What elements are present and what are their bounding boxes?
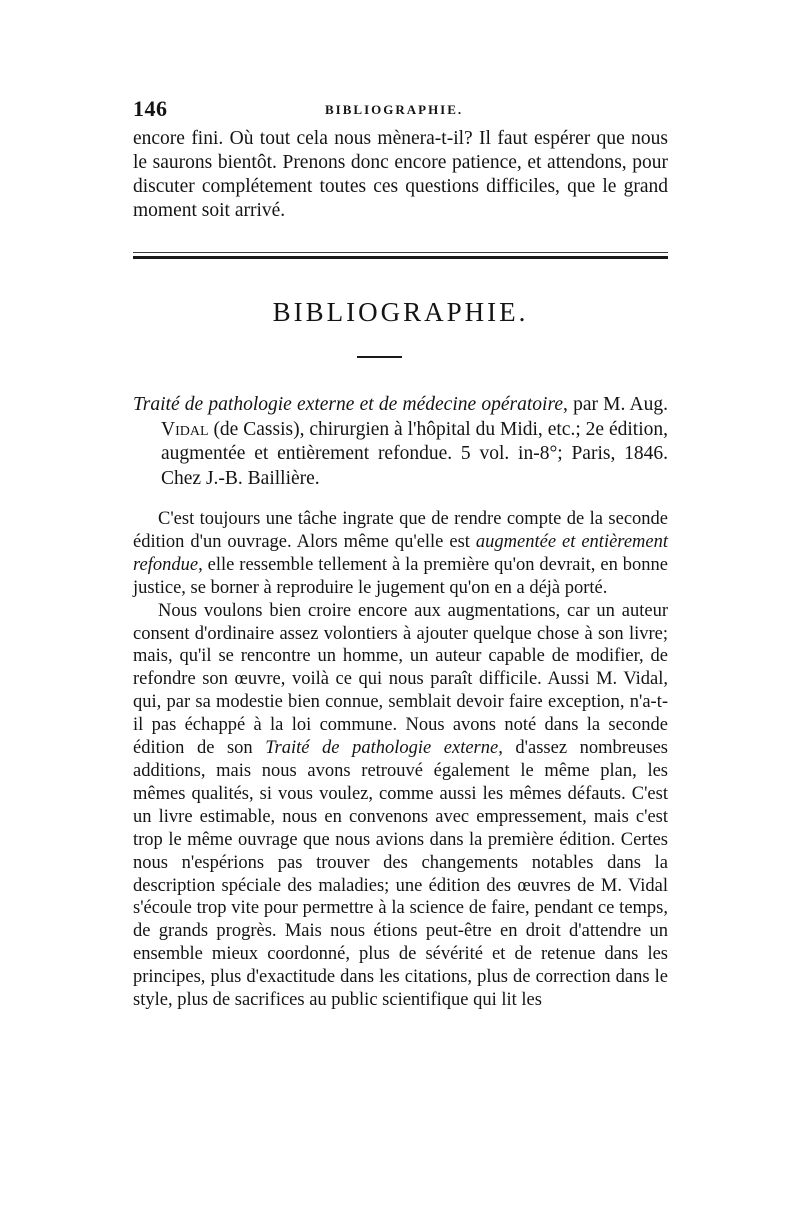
running-title: BIBLIOGRAPHIE. [325, 102, 464, 117]
book-details: (de Cassis), chirurgien à l'hôpital du Midi, etc.; 2e édition, augmentée et entièrement refondue. 5 vol. in-8°; Paris, 1846. Chez J.-B. Baillière. [161, 418, 668, 489]
paragraph-text: C'est toujours une tâche ingrate que de rendre compte de la seconde édition d'un ouvrage. Alors même qu'elle est [133, 509, 668, 552]
paragraph-text: Nous voulons bien croire encore aux augmentations, car un auteur consent d'ordinaire assez volontiers à ajouter quelque chose à son livre; mais, qu'il se rencontre un homme, un auteur capable de modifier, de refondre son œuvre, voilà ce qui nous paraît difficile. Aussi M. Vidal, qui, par sa modestie bien connue, semblait devoir faire exception, n'a-t-il pas échappé à la loi commune. Nous avons noté dans la seconde édition de son [133, 600, 668, 759]
paragraph-emphasis: augmentée et entièrement refondue, [133, 531, 668, 575]
running-head [133, 96, 668, 122]
review-body [133, 508, 668, 1012]
paragraph-emphasis: Traité de pathologie externe, [265, 738, 503, 759]
paragraph-text: elle ressemble tellement à la première qu'on devrait, en bonne justice, se borner à reproduire le jugement qu'on en a déjà porté. [133, 554, 668, 598]
book-by: , par M. Aug. [562, 394, 668, 415]
previous-article-paragraph: encore fini. Où tout cela nous mènera-t-il? Il faut espérer que nous le saurons bientôt. Prenons donc encore patience, et attendons, pour discuter complétement toutes ces questions difficiles, que le grand moment soit arrivé. [133, 128, 668, 221]
title-underline-rule [357, 356, 402, 358]
section-divider-thick [133, 256, 668, 259]
review-paragraph-2 [133, 600, 668, 1012]
section-divider-thin [133, 252, 668, 253]
book-title: Traité de pathologie externe et de médecine opératoire [133, 394, 563, 415]
section-title: BIBLIOGRAPHIE. [272, 297, 529, 327]
review-paragraph-1 [133, 508, 668, 600]
book-reference [133, 393, 668, 491]
paragraph-text: d'assez nombreuses additions, mais nous avons retrouvé également le même plan, les mêmes qualités, si vous voulez, comme aussi les mêmes défauts. C'est un livre estimable, nous en convenons avec empressement, mais c'est trop le même ouvrage que nous avions dans la première édition. Certes nous n'espérions pas trouver des changements notables dans la description spéciale des maladies; une édition des œuvres de M. Vidal s'écoule trop vite pour permettre à la science de faire, pendant ce temps, de grands progrès. Mais nous étions peut-être en droit d'attendre un ensemble mieux coordonné, plus de sévérité et de retenue dans les principes, plus d'exactitude dans les citations, plus de correction dans le style, plus de sacrifices au public scientifique qui lit les [133, 738, 668, 1011]
page-number: 146 [133, 96, 168, 121]
previous-article-ending [133, 127, 668, 223]
book-author: Vidal [161, 418, 209, 440]
